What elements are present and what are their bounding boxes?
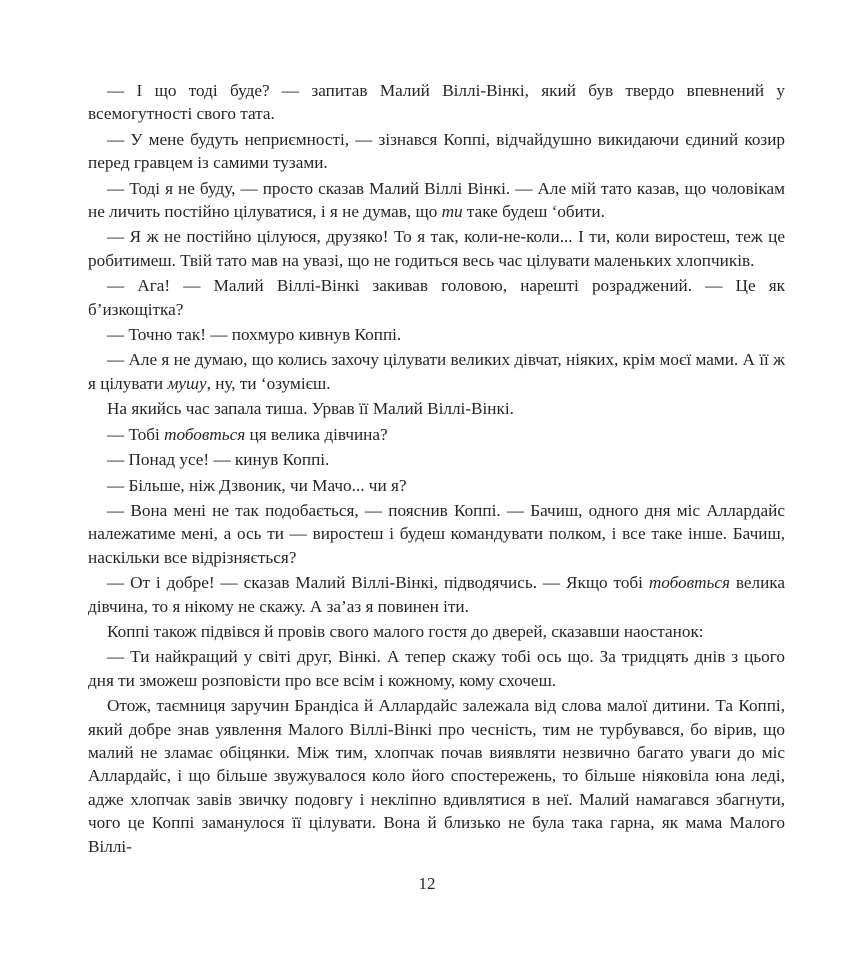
paragraph bbox=[88, 348, 785, 395]
text-run: — Ти найкращий у світі друг, Вінкі. А тепер скажу тобі ось що. За тридцять днів з цього дня ти зможеш розповісти про все всім і кожному, кому схочеш. bbox=[88, 647, 785, 690]
text-run: — От і добре! — сказав Малий Віллі-Вінкі, підводячись. — Якщо тобі bbox=[107, 573, 649, 593]
paragraph bbox=[88, 79, 785, 126]
paragraph bbox=[88, 694, 785, 858]
text-run: — І що тоді буде? — запитав Малий Віллі-Вінкі, який був твердо впевнений у всемогутності свого тата. bbox=[88, 81, 785, 124]
italic-text: тобовться bbox=[164, 424, 246, 444]
text-run: — Точно так! — похмуро кивнув Коппі. bbox=[107, 325, 402, 345]
paragraph bbox=[88, 571, 785, 618]
paragraph bbox=[88, 423, 785, 446]
text-run: — Вона мені не так подобається, — пояснив Коппі. — Бачиш, одного дня міс Аллардайс належатиме мені, а ось ти — виростеш і будеш командувати полком, і все таке інше. Бачиш, наскільки все відрізняється? bbox=[88, 500, 785, 567]
paragraph bbox=[88, 128, 785, 175]
paragraph bbox=[88, 177, 785, 224]
text-run: — Я ж не постійно цілуюся, друзяко! То я так, коли-не-коли... І ти, коли виростеш, теж це робитимеш. Твій тато мав на увазі, що не годиться весь час цілувати маленьких хлопчиків. bbox=[88, 227, 785, 270]
text-run: ця велика дівчина? bbox=[245, 424, 388, 444]
text-run: — Але я не думаю, що колись захочу цілувати великих дівчат, ніяких, крім моєї мами. А її ж я цілувати bbox=[88, 350, 785, 393]
paragraph bbox=[88, 499, 785, 569]
text-run: — Тобі bbox=[107, 424, 165, 444]
paragraph bbox=[88, 474, 785, 497]
paragraph bbox=[88, 448, 785, 471]
text-run: — У мене будуть неприємності, — зізнався Коппі, відчайдушно викидаючи єдиний козир перед гравцем із самими тузами. bbox=[88, 129, 785, 173]
paragraph bbox=[88, 274, 785, 321]
text-run: Отож, таємниця заручин Брандіса й Аллардайс залежала від слова малої дитини. Та Коппі, який добре знав уявлення Малого Віллі-Вінкі про чесність, тим не турбувався, бо вірив, що малий не зламає обіцянки. Між тим, хлопчак почав виявляти незвично багато уваги до міс Аллардайс, і що більше звужувалося коло його спостережень, то більше ніяковіла юна леді, адже хлопчак завів звичку подовгу і некліпно вдивлятися в неї. Малий намагався збагнути, чого це Коппі заманулося її цілувати. Вона й близько не була така гарна, як мама Малого Віллі- bbox=[88, 696, 785, 856]
paragraph bbox=[88, 645, 785, 692]
text-run: — Ага! — Малий Віллі-Вінкі закивав головою, нарешті розраджений. — Це як б’изкощітка? bbox=[88, 276, 785, 319]
paragraph bbox=[88, 323, 785, 346]
text-run: — Тоді я не буду, — просто сказав Малий Віллі Вінкі. — Але мій тато казав, що чоловікам не личить постійно цілуватися, і я не думав, що bbox=[88, 178, 785, 222]
italic-text: ти bbox=[441, 202, 463, 222]
italic-text: мушу bbox=[167, 373, 207, 393]
text-run: — Понад усе! — кинув Коппі. bbox=[107, 450, 330, 470]
paragraph bbox=[88, 225, 785, 272]
text-run: — Більше, ніж Дзвоник, чи Мачо... чи я? bbox=[107, 475, 407, 495]
paragraph bbox=[88, 397, 785, 420]
text-run: таке будеш ‘обити. bbox=[462, 202, 605, 222]
page-number: 12 bbox=[418, 874, 436, 893]
text-run: На якийсь час запала тиша. Урвав її Малий Віллі-Вінкі. bbox=[107, 399, 514, 419]
paragraph bbox=[88, 620, 785, 643]
italic-text: тобовться bbox=[648, 573, 730, 593]
page-body bbox=[88, 79, 785, 860]
text-run: Коппі також підвівся й провів свого малого гостя до дверей, сказавши наостанок: bbox=[107, 621, 704, 641]
text-run: велика дівчина, то я нікому не скажу. А за’аз я повинен іти. bbox=[88, 573, 785, 616]
text-run: , ну, ти ‘озумієш. bbox=[206, 373, 331, 393]
